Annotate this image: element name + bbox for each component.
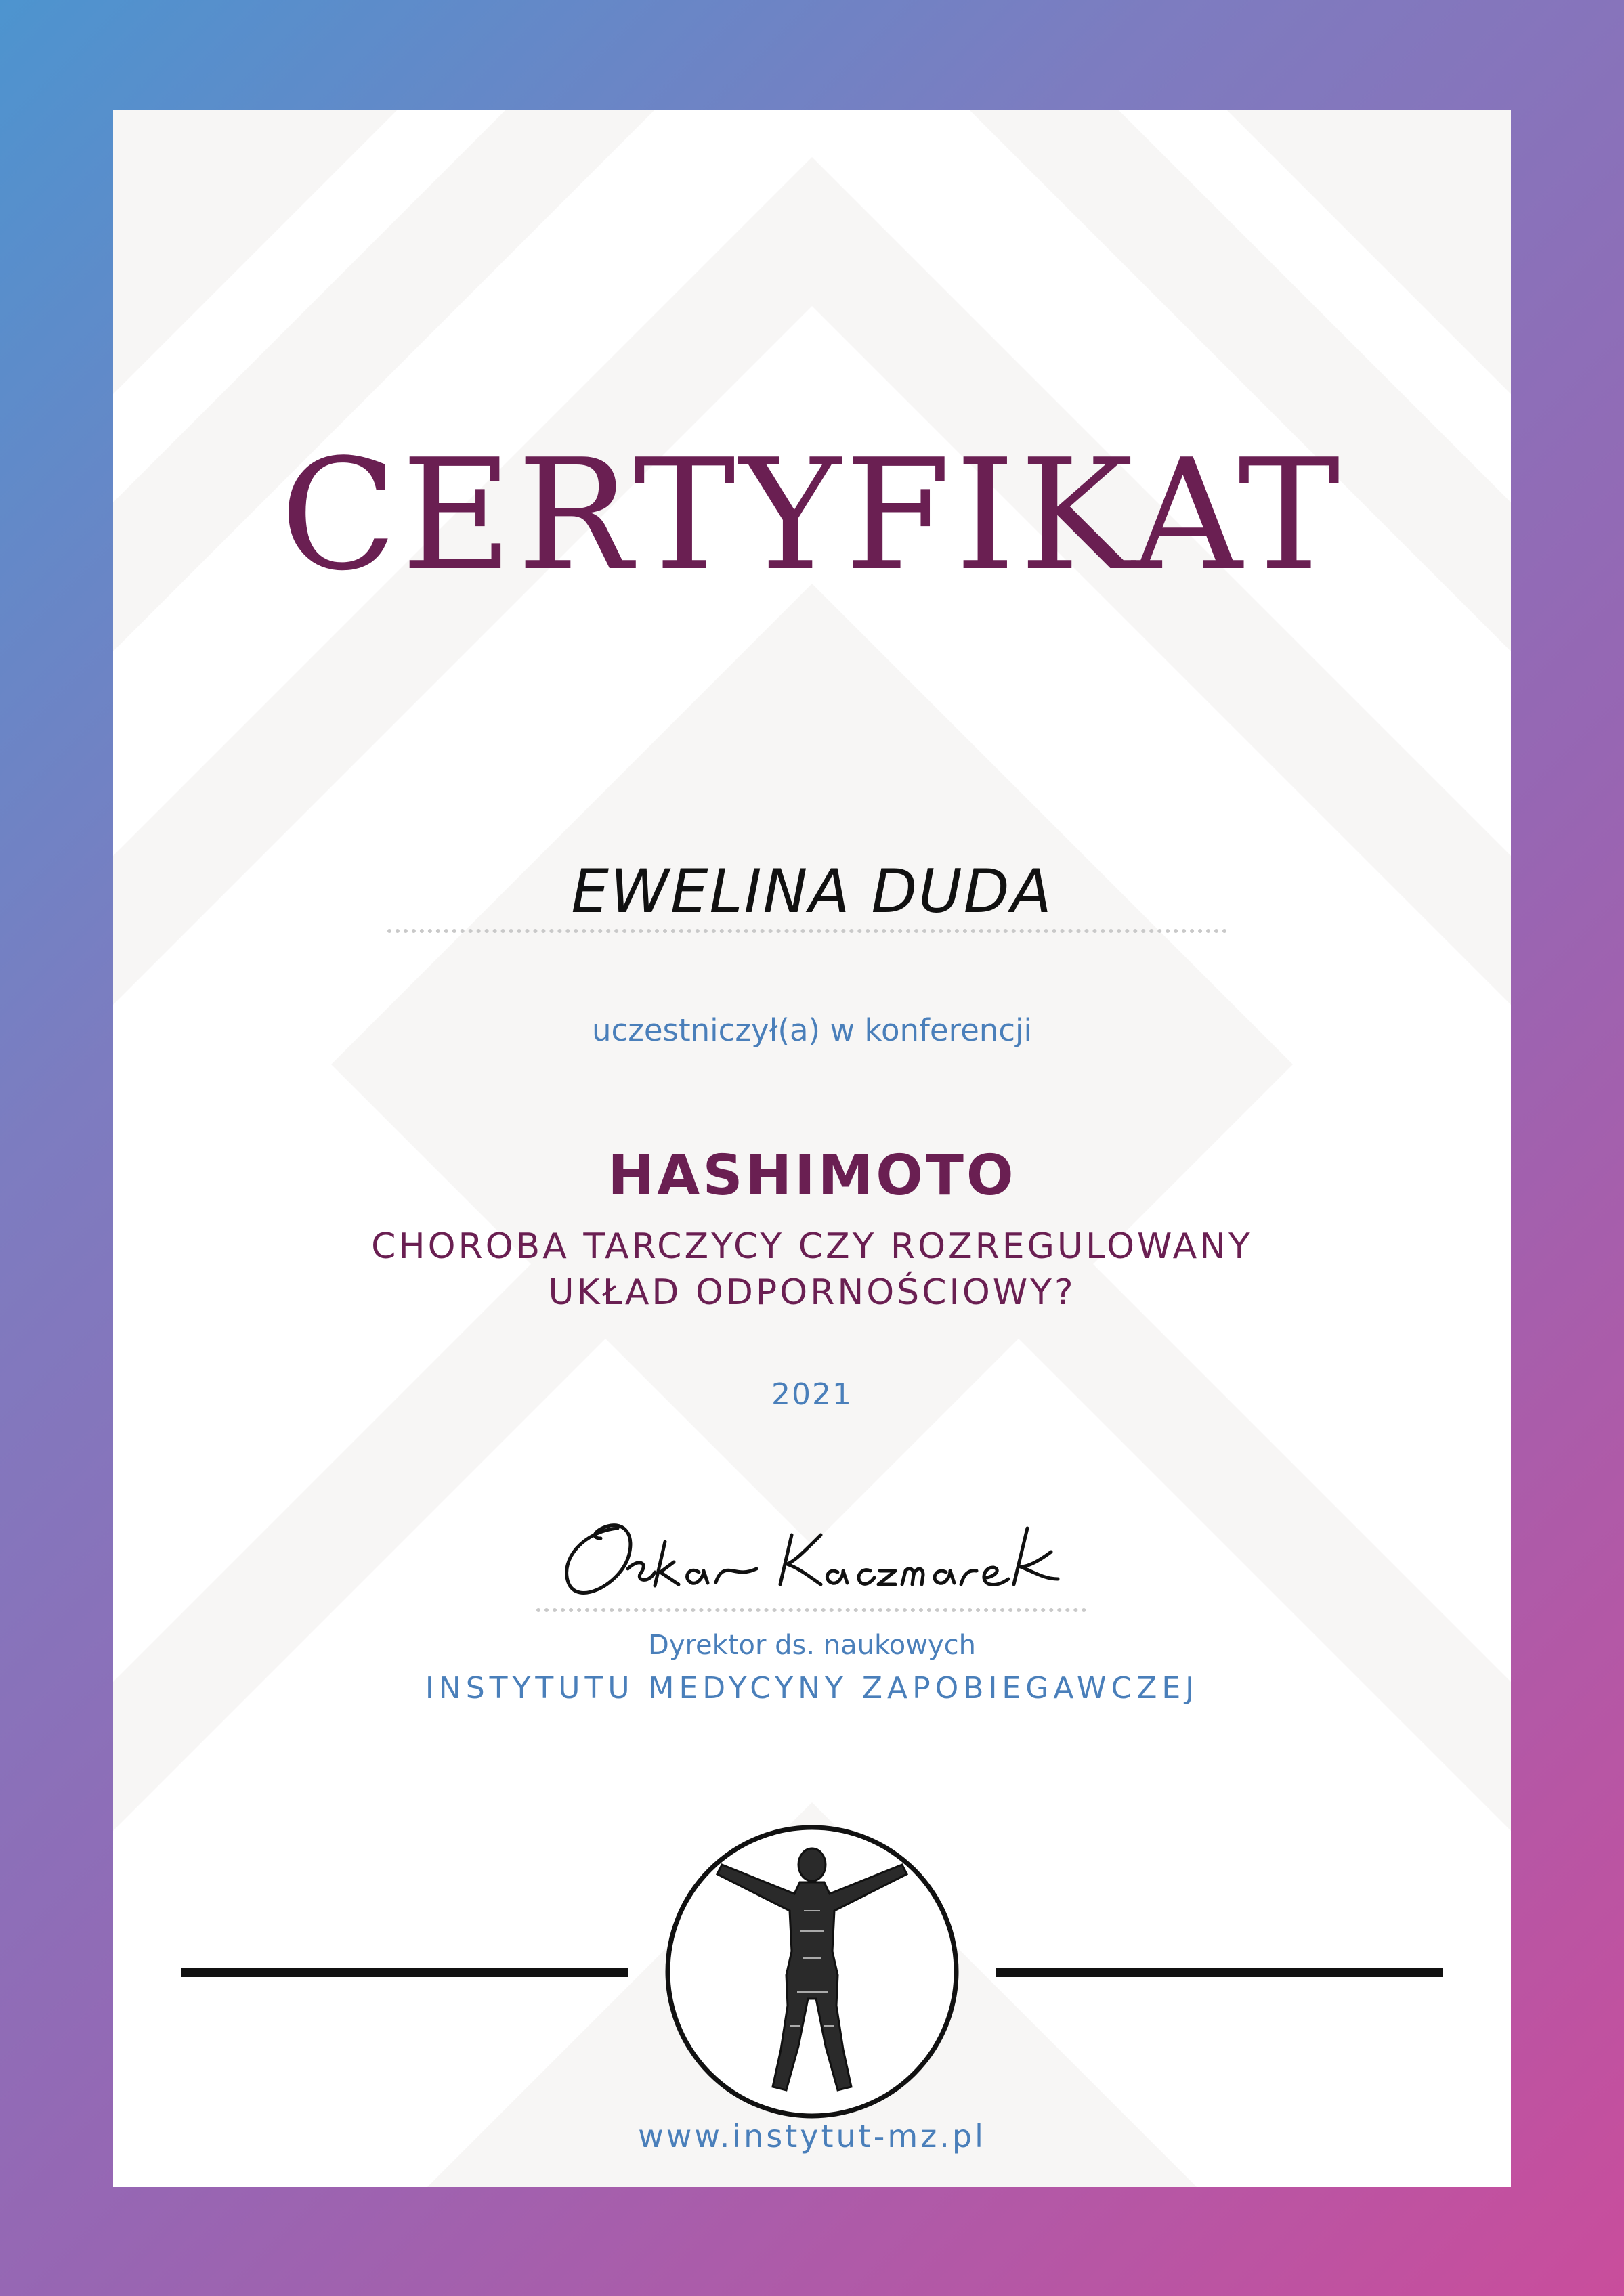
conference-name: HASHIMOTO <box>607 1144 1017 1208</box>
certificate-sheet <box>113 110 1511 2187</box>
recipient-dotted-line <box>387 929 1227 933</box>
institute-name: INSTYTUTU MEDYCYNY ZAPOBIEGAWCZEJ <box>425 1671 1199 1706</box>
signature-image <box>553 1504 1068 1606</box>
participation-text: uczestniczył(a) w konferencji <box>591 1012 1033 1048</box>
signer-role: Dyrektor ds. naukowych <box>648 1630 976 1661</box>
conference-subtitle-line-2: UKŁAD ODPORNOŚCIOWY? <box>548 1272 1076 1313</box>
vitruvian-man-logo-icon <box>181 1708 1443 2127</box>
recipient-name: EWELINA DUDA <box>571 857 1053 926</box>
signature-dotted-line <box>536 1608 1086 1612</box>
certificate-title: CERTYFIKAT <box>280 427 1344 605</box>
conference-subtitle <box>113 1223 1511 1316</box>
conference-subtitle-line-1: CHOROBA TARCZYCY CZY ROZREGULOWANY <box>371 1226 1253 1267</box>
conference-year: 2021 <box>771 1377 853 1412</box>
website-link[interactable]: www.instytut-mz.pl <box>638 2118 986 2154</box>
